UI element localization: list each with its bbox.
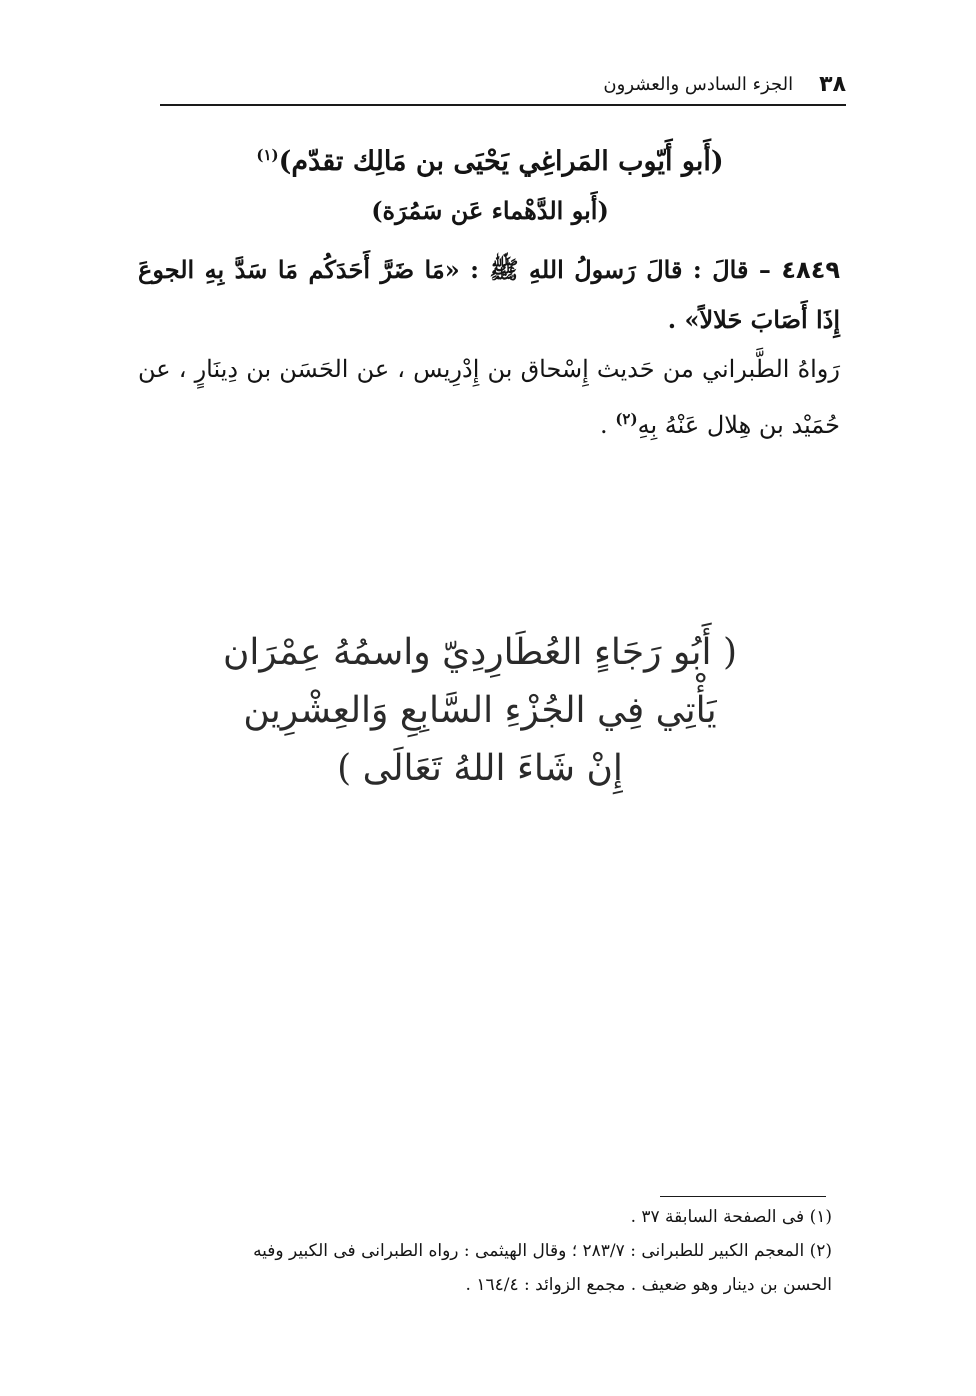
footnote-1: (١) فى الصفحة السابقة ٣٧ . (630, 1207, 832, 1227)
hadith-number: ٤٨٤٩ (781, 256, 840, 284)
footnotes (130, 1200, 832, 1302)
notice-line-1: ( أَبُو رَجَاءٍ العُطَارِدِيّ واسمُهُ عِمْرَان (222, 632, 738, 673)
page-number: ٣٨ (819, 71, 846, 97)
running-header (160, 64, 846, 104)
handwritten-notice (200, 624, 760, 798)
sub-narrator-heading: (أَبو الدَّهْماء عَن سَمُرَة) (371, 196, 609, 225)
footnote-marker-1: (١) (256, 146, 279, 164)
narration-paragraph (138, 344, 840, 450)
footnote-2-continuation: الحسن بن دينار وهو ضعيف . مجمع الزوائد : ١٦٤/٤ . (465, 1275, 832, 1295)
footnote-marker-2: (٢) (615, 410, 638, 428)
narration-text: رَواهُ الطَّبراني من حَديث إِسْحاق بن إِدْرِيس ، عن الحَسَن بن دِينَارٍ ، عن حُمَيْد بن هِلال عَنْهُ بِهِ (138, 355, 840, 439)
running-title: الجزء السادس والعشرون (603, 73, 794, 95)
notice-line-2: يَأْتِي فِي الجُزْءِ السَّابِعِ وَالعِشْرِين (243, 690, 717, 731)
footnote-2: (٢) المعجم الكبير للطبرانى : ٢٨٣/٧ ؛ وقال الهيثمى : رواه الطبرانى فى الكبير وفيه (253, 1241, 832, 1261)
narrator-heading-text: (أَبو أَيّوب المَراغِي يَحْيَى بن مَالِك تقدّم) (278, 146, 724, 177)
hadith-text: – قالَ : قالَ رَسولُ اللهِ ﷺ : «مَا ضَرَّ أَحَدَكُم مَا سَدَّ بِهِ الجوعَ إِذَا أَصَابَ حَلالاً» . (138, 255, 840, 334)
hadith-paragraph (138, 245, 840, 345)
narrator-heading (140, 146, 840, 177)
footnote-separator (660, 1196, 826, 1197)
notice-line-3: إِنْ شَاءَ اللهُ تَعَالَى ) (337, 748, 623, 789)
header-rule (160, 104, 846, 106)
narration-tail: . (600, 411, 616, 439)
